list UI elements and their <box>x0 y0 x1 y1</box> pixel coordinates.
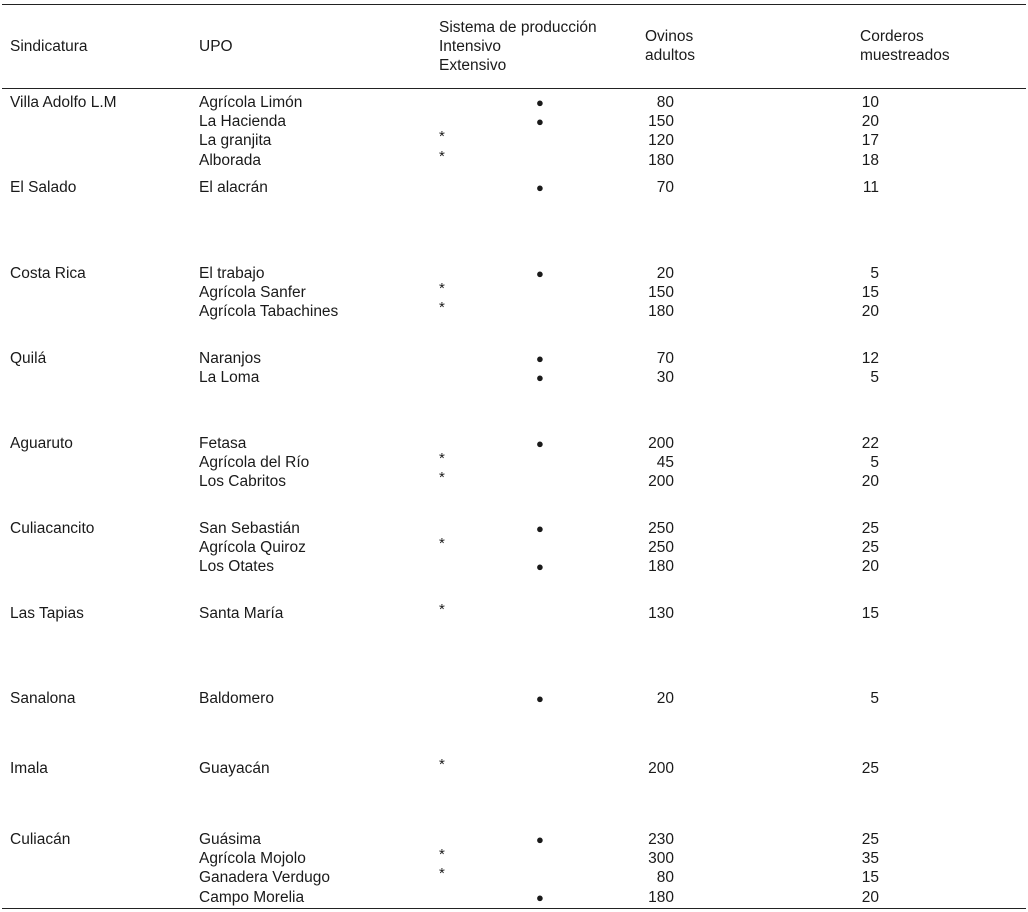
intensivo-marker: ● <box>536 370 544 386</box>
ovinos-cell: 30 <box>656 369 674 387</box>
upo-cell: Guayacán <box>199 760 270 777</box>
extensivo-marker: * <box>439 280 445 298</box>
header-upo: UPO <box>199 38 233 55</box>
upo-cell: Fetasa <box>199 435 247 452</box>
corderos-cell: 20 <box>861 558 879 576</box>
corderos-cell: 25 <box>861 831 879 848</box>
upo-cell: Agrícola Tabachines <box>199 303 339 321</box>
corderos-cell: 35 <box>861 850 879 868</box>
upo-cell: Los Cabritos <box>199 473 287 491</box>
intensivo-marker: ● <box>536 114 544 130</box>
upo-cell: Los Otates <box>199 558 274 576</box>
intensivo-marker: ● <box>536 436 544 451</box>
extensivo-marker: * <box>439 756 445 773</box>
intensivo-marker: ● <box>536 521 544 536</box>
upo-cell: Campo Morelia <box>199 888 305 906</box>
ovinos-cell: 20 <box>656 265 674 282</box>
intensivo-marker: ● <box>536 559 544 575</box>
upo-cell: Agrícola del Río <box>199 454 310 472</box>
header-bottom-rule <box>2 88 1026 89</box>
upo-cell: Agrícola Sanfer <box>199 284 306 302</box>
ovinos-cell: 250 <box>648 520 674 537</box>
sindicatura-cell: Villa Adolfo L.M <box>10 94 117 111</box>
corderos-cell: 10 <box>861 94 879 111</box>
corderos-cell: 25 <box>861 520 879 537</box>
corderos-cell: 5 <box>870 690 879 707</box>
ovinos-cell: 70 <box>656 350 674 367</box>
corderos-cell: 20 <box>861 113 879 131</box>
intensivo-marker: ● <box>536 351 544 366</box>
upo-cell: Agrícola Mojolo <box>199 850 306 868</box>
sindicatura-cell: Aguaruto <box>10 435 73 452</box>
corderos-cell: 17 <box>861 132 879 150</box>
sindicatura-cell: Culiacancito <box>10 520 95 537</box>
upo-cell: La Loma <box>199 369 260 387</box>
corderos-cell: 25 <box>861 539 879 557</box>
sindicatura-cell: Costa Rica <box>10 265 86 282</box>
corderos-cell: 20 <box>861 888 879 906</box>
corderos-cell: 5 <box>870 265 879 282</box>
header-sindicatura: Sindicatura <box>10 38 88 55</box>
intensivo-marker: ● <box>536 691 544 706</box>
ovinos-cell: 180 <box>648 151 674 169</box>
ovinos-cell: 180 <box>648 888 674 906</box>
ovinos-cell: 130 <box>648 605 674 622</box>
sindicatura-cell: Las Tapias <box>10 605 84 622</box>
corderos-cell: 20 <box>861 473 879 491</box>
intensivo-marker: ● <box>536 889 544 905</box>
upo-cell: El alacrán <box>199 179 268 196</box>
ovinos-cell: 180 <box>648 303 674 321</box>
header-sistema: Sistema de producción Intensivo Extensivo <box>439 19 597 74</box>
corderos-cell: 5 <box>870 369 879 387</box>
extensivo-marker: * <box>439 469 445 487</box>
corderos-cell: 11 <box>862 179 879 196</box>
ovinos-cell: 200 <box>648 473 674 491</box>
sindicatura-cell: El Salado <box>10 179 77 196</box>
ovinos-cell: 250 <box>648 539 674 557</box>
upo-cell: La granjita <box>199 132 272 150</box>
table-bottom-rule <box>2 908 1026 909</box>
upo-cell: El trabajo <box>199 265 265 282</box>
ovinos-cell: 150 <box>648 284 674 302</box>
extensivo-marker: * <box>439 147 445 165</box>
ovinos-cell: 180 <box>648 558 674 576</box>
upo-cell: San Sebastián <box>199 520 300 537</box>
corderos-cell: 15 <box>861 284 879 302</box>
upo-cell: Agrícola Limón <box>199 94 303 111</box>
header-corderos: Corderos muestreados <box>860 28 950 64</box>
extensivo-marker: * <box>439 450 445 468</box>
upo-cell: Alborada <box>199 151 262 169</box>
corderos-cell: 18 <box>861 151 879 169</box>
ovinos-cell: 200 <box>648 760 674 777</box>
table-top-rule <box>2 4 1026 5</box>
upo-cell: Guásima <box>199 831 262 848</box>
corderos-cell: 12 <box>861 350 879 367</box>
upo-cell: La Hacienda <box>199 113 287 131</box>
ovinos-cell: 300 <box>648 850 674 868</box>
header-ovinos: Ovinos adultos <box>645 28 695 64</box>
extensivo-marker: * <box>439 128 445 146</box>
ovinos-cell: 20 <box>656 690 674 707</box>
extensivo-marker: * <box>439 601 445 618</box>
upo-cell: Baldomero <box>199 690 274 707</box>
upo-cell: Agrícola Quiroz <box>199 539 306 557</box>
ovinos-cell: 150 <box>648 113 674 131</box>
ovinos-cell: 200 <box>648 435 674 452</box>
intensivo-marker: ● <box>536 95 544 110</box>
sindicatura-cell: Sanalona <box>10 690 76 707</box>
extensivo-marker: * <box>439 865 445 883</box>
intensivo-marker: ● <box>536 180 544 195</box>
upo-cell: Ganadera Verdugo <box>199 869 330 887</box>
ovinos-cell: 120 <box>648 132 674 150</box>
ovinos-cell: 80 <box>656 869 674 887</box>
corderos-cell: 22 <box>861 435 879 452</box>
sindicatura-cell: Quilá <box>10 350 47 367</box>
corderos-cell: 5 <box>870 454 879 472</box>
ovinos-cell: 45 <box>656 454 674 472</box>
corderos-cell: 15 <box>861 605 879 622</box>
corderos-cell: 20 <box>861 303 879 321</box>
extensivo-marker: * <box>439 846 445 864</box>
ovinos-cell: 230 <box>648 831 674 848</box>
upo-cell: Naranjos <box>199 350 262 367</box>
upo-cell: Santa María <box>199 605 284 622</box>
sindicatura-cell: Culiacán <box>10 831 71 848</box>
corderos-cell: 25 <box>861 760 879 777</box>
ovinos-cell: 70 <box>656 179 674 196</box>
sindicatura-cell: Imala <box>10 760 48 777</box>
corderos-cell: 15 <box>861 869 879 887</box>
intensivo-marker: ● <box>536 266 544 281</box>
intensivo-marker: ● <box>536 832 544 847</box>
ovinos-cell: 80 <box>656 94 674 111</box>
extensivo-marker: * <box>439 299 445 317</box>
extensivo-marker: * <box>439 535 445 553</box>
